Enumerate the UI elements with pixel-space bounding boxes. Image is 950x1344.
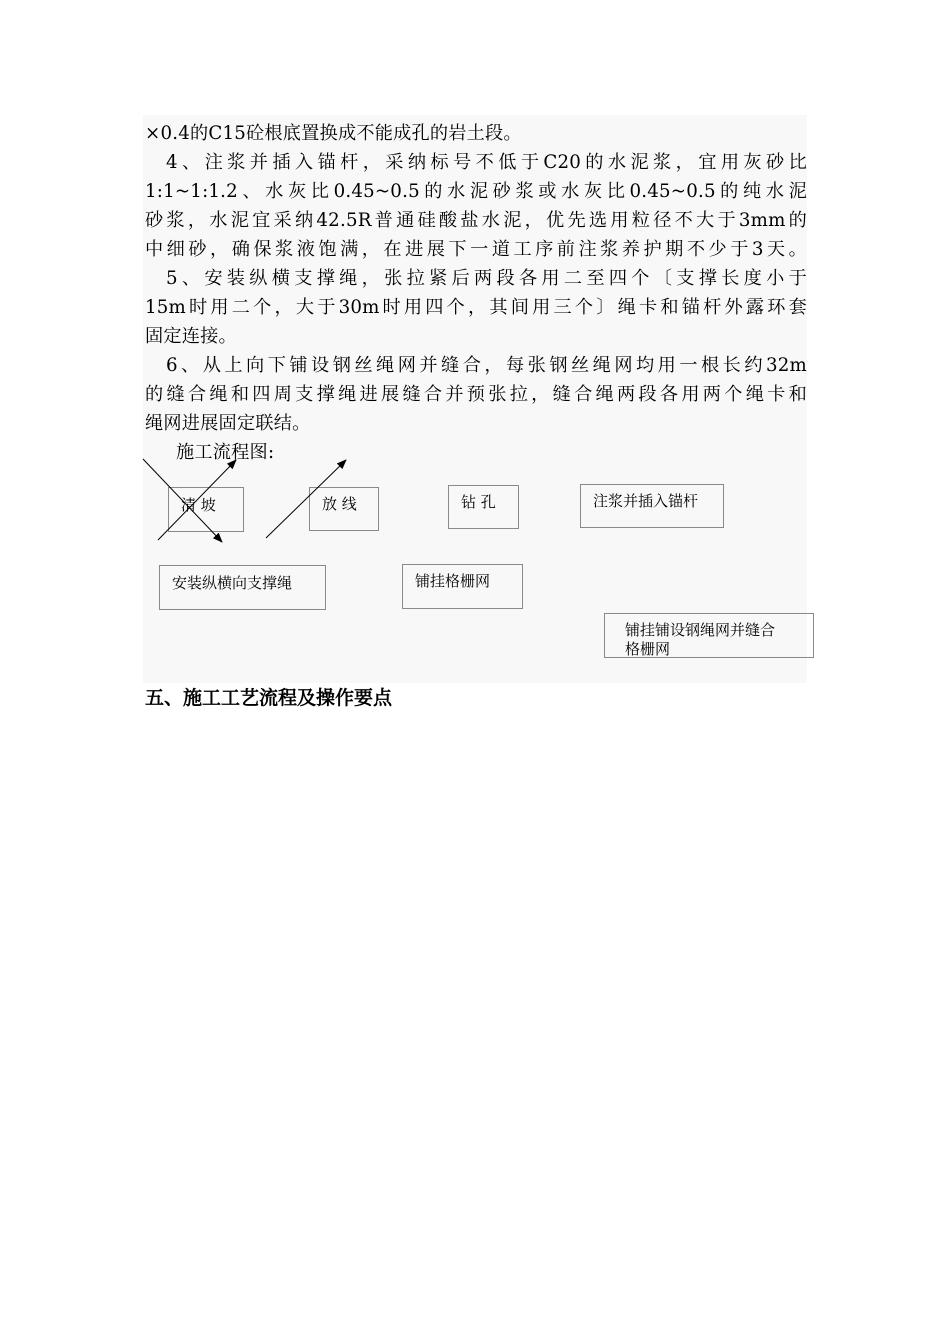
paragraph-line-3: 1:1~1:1.2、水灰比0.45~0.5的水泥砂浆或水灰比0.45~0.5的纯水泥	[145, 181, 807, 202]
arrow-up-right-2	[266, 460, 346, 538]
flow-step-pushe-label-line2: 格栅网	[625, 640, 671, 658]
paragraph-line-8: 固定连接。	[145, 326, 237, 347]
paragraph-line-5: 中细砂，确保浆液饱满，在进展下一道工序前注浆养护期不少于3天。	[145, 239, 807, 260]
paragraph-line-2: 4、注浆并插入锚杆，采纳标号不低于C20的水泥浆，宜用灰砂比	[166, 152, 807, 173]
flow-chart-title: 施工流程图:	[176, 442, 275, 463]
flow-step-zuankong-label: 钻 孔	[461, 493, 496, 511]
paragraph-line-6: 5、安装纵横支撑绳，张拉紧后两段各用二至四个〔支撑长度小于	[166, 268, 807, 289]
paragraph-line-4: 砂浆，水泥宜采纳42.5R普通硅酸盐水泥，优先选用粒径不大于3mm的	[145, 210, 807, 231]
paragraph-line-9: 6、从上向下铺设钢丝绳网并缝合，每张钢丝绳网均用一根长约32m	[166, 355, 807, 376]
flow-step-fangxian-label: 放 线	[322, 495, 357, 513]
section-heading: 五、施工工艺流程及操作要点	[145, 687, 393, 709]
flow-step-pushe-label-line1: 铺挂铺设钢绳网并缝合	[625, 621, 776, 639]
paragraph-line-1: ×0.4的C15砼根底置换成不能成孔的岩土段。	[145, 123, 522, 144]
flow-step-puguagewang-label: 铺挂格栅网	[415, 572, 491, 590]
arrow-down-right	[143, 459, 222, 542]
paragraph-line-7: 15m时用二个，大于30m时用四个，其间用三个〕绳卡和锚杆外露环套	[145, 297, 807, 318]
flow-step-anzhuang-label: 安装纵横向支撑绳	[172, 574, 293, 592]
paragraph-line-10: 的缝合绳和四周支撑绳进展缝合并预张拉，缝合绳两段各用两个绳卡和	[145, 384, 807, 405]
paragraph-line-11: 绳网进展固定联结。	[145, 413, 311, 434]
arrow-up-right-1	[158, 460, 236, 540]
flow-step-qingpo-label: 清 坡	[181, 496, 216, 514]
flow-step-zhujiang-label: 注浆并插入锚杆	[593, 492, 699, 510]
